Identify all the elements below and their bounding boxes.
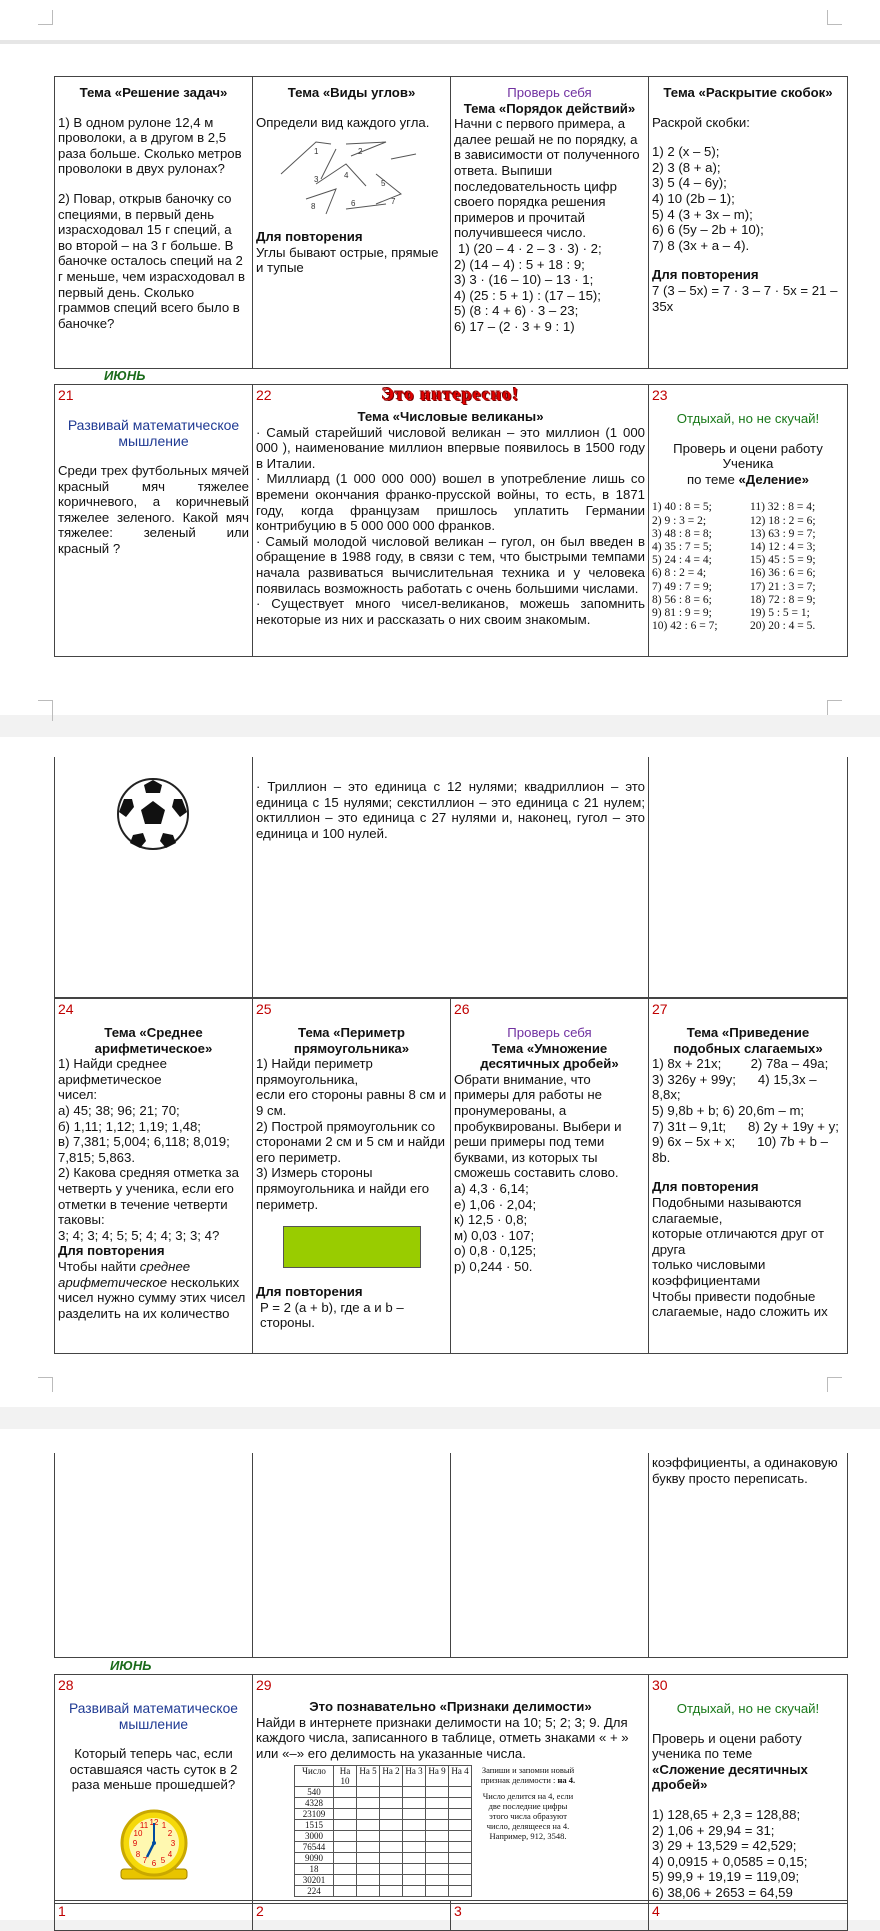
- note-text: Например, 912, 3548.: [489, 1831, 567, 1842]
- note-part: Запиши и запомни новый признак делимости :: [480, 1765, 575, 1786]
- repeat-title: Для повторения: [58, 1243, 165, 1259]
- cell-title: Развивай математическое мышление: [69, 1701, 238, 1732]
- cell-27-continued: [649, 1453, 848, 1657]
- column-header: На 2: [380, 1766, 403, 1787]
- item: 5) (8 : 4 + 6) · 3 – 23;: [454, 303, 579, 319]
- item: 7) 31t – 9,1t; 8) 2y + 19y + y;: [652, 1118, 839, 1134]
- answer-cell[interactable]: [334, 1886, 357, 1897]
- answer-cell[interactable]: [403, 1809, 426, 1820]
- day-number: 30: [652, 1677, 668, 1693]
- answer-cell[interactable]: [449, 1842, 472, 1853]
- item: м) 0,03 · 107;: [454, 1227, 535, 1243]
- item: а) 4,3 · 6,14;: [454, 1180, 529, 1196]
- item: чисел:: [58, 1087, 98, 1103]
- puzzle-text: Среди трех футбольных мячей красный мяч тяжелее коричневого, а коричневый тяжелее зеленого. Какой мяч тяжелее: зеленый или красный ?: [58, 463, 249, 556]
- column-header: На 5: [357, 1766, 380, 1787]
- answer-cell[interactable]: [380, 1820, 403, 1831]
- item: к) 12,5 · 0,8;: [454, 1212, 528, 1228]
- list-item: 9) 81 : 9 = 9;: [652, 607, 712, 619]
- answer-cell[interactable]: [426, 1831, 449, 1842]
- table-body: [295, 1787, 472, 1897]
- repeat-line: только числовыми коэффициентами: [652, 1257, 766, 1288]
- item: 5) 9,8b + b; 6) 20,6m – m;: [652, 1102, 805, 1118]
- svg-text:2: 2: [358, 147, 363, 157]
- item: 1) 2 (x – 5);: [652, 144, 720, 160]
- svg-text:4: 4: [167, 1849, 172, 1859]
- column-header: На 4: [449, 1766, 472, 1787]
- answer-cell[interactable]: [334, 1831, 357, 1842]
- puzzle-text: Который теперь час, если оставшаяся часть суток в 2 раза меньше прошедшей?: [69, 1746, 238, 1793]
- fact-1: · Самый старейший числовой великан – это миллион (1 000 000 ), наименование миллион впервые появилось в 1500 году в Италии.: [256, 424, 645, 471]
- empty-cell: [649, 757, 848, 997]
- answer-cell[interactable]: [426, 1875, 449, 1886]
- answer-cell[interactable]: [380, 1809, 403, 1820]
- item: 2) (14 – 4) : 5 + 18 : 9;: [454, 256, 585, 272]
- answer-cell[interactable]: [357, 1809, 380, 1820]
- table-row: [295, 1831, 472, 1842]
- svg-text:3: 3: [170, 1838, 175, 1848]
- june-grid-row-1: [54, 76, 848, 369]
- cell-29: [253, 1675, 649, 1904]
- month-label: ИЮНЬ: [110, 1658, 152, 1673]
- answer-cell[interactable]: [380, 1864, 403, 1875]
- list-right: [750, 501, 844, 633]
- item: 1) 128,65 + 2,3 = 128,88;: [652, 1806, 801, 1822]
- number-cell: 4328: [295, 1798, 334, 1809]
- answer-cell[interactable]: [403, 1787, 426, 1798]
- item: 4) (25 : 5 + 1) : (17 – 15);: [454, 287, 601, 303]
- repeat-line: Подобными называются слагаемые,: [652, 1194, 802, 1226]
- svg-text:1: 1: [161, 1820, 166, 1830]
- answer-cell[interactable]: [380, 1886, 403, 1897]
- cell-order-ops: [451, 77, 649, 369]
- topic-name: «Деление»: [738, 471, 809, 487]
- number-cell: 9090: [295, 1853, 334, 1864]
- day-number: 28: [58, 1677, 74, 1693]
- june-grid-row-3: [54, 757, 848, 998]
- task-text: Проверь и оцени работу Ученика: [673, 440, 823, 472]
- answer-cell[interactable]: [426, 1886, 449, 1897]
- svg-text:8: 8: [135, 1849, 140, 1859]
- fact-2: · Миллиард (1 000 000 000) вошел в употребление лишь со времени окончания франко-прусской войны, то есть, в 1871 году, когда французам пришлось уплатить Германии контрибуцию в 5 000 000 000 франков.: [256, 471, 645, 534]
- cell-title: Отдыхай, но не скучай!: [676, 411, 820, 426]
- svg-text:12: 12: [149, 1817, 158, 1827]
- repeat-title: Для повторения: [652, 267, 759, 283]
- cell-next-1: [55, 1901, 253, 1931]
- list-item: 2) 9 : 3 = 2;: [652, 514, 707, 527]
- answer-cell[interactable]: [334, 1842, 357, 1853]
- cell-25: [253, 999, 451, 1354]
- empty-cell: [451, 1453, 649, 1657]
- repeat-title: Для повторения: [652, 1179, 759, 1195]
- svg-text:8: 8: [311, 202, 316, 212]
- answer-cell[interactable]: [426, 1798, 449, 1809]
- clock-icon: [115, 1805, 193, 1883]
- problem-1: 1) В одном рулоне 12,4 м проволоки, а в другом в 2,5 раза больше. Сколько метров проволоки в двух рулонах?: [58, 114, 242, 177]
- item: 2) Построй прямоугольник со сторонами 2 см и 5 см и найди его периметр.: [256, 1118, 445, 1165]
- number-cell: 3000: [295, 1831, 334, 1842]
- answer-cell[interactable]: [357, 1787, 380, 1798]
- repeat-title: Для повторения: [256, 1284, 363, 1300]
- item: 6) 17 – (2 · 3 + 9 : 1): [454, 318, 575, 334]
- cell-title: Тема «Виды углов»: [287, 85, 416, 100]
- task-text: Найди в интернете признаки делимости на 10; 5; 2; 3; 9. Для каждого числа, записанного в таблице, отметь знаками « + » или «–» его делимость на указанные числа.: [256, 1714, 629, 1761]
- note-bold: на 4.: [557, 1775, 576, 1786]
- table-row: [295, 1798, 472, 1809]
- cell-title: Отдыхай, но не скучай!: [676, 1701, 820, 1716]
- item: 2) 1,06 + 29,94 = 31;: [652, 1822, 775, 1838]
- list-item: 6) 8 : 2 = 4;: [652, 567, 707, 580]
- answer-cell[interactable]: [334, 1864, 357, 1875]
- cell-next-4: [649, 1901, 848, 1931]
- item: 7) 8 (3x + a – 4).: [652, 237, 750, 253]
- item: 2) Какова средняя отметка за четверть у ученика, если его отметки в течение четверти таковы:: [58, 1165, 239, 1228]
- item: 4) 10 (2b – 1);: [652, 190, 735, 206]
- answer-cell[interactable]: [449, 1886, 472, 1897]
- answer-cell[interactable]: [380, 1842, 403, 1853]
- task-topic: «Сложение десятичных дробей»: [652, 1761, 808, 1793]
- number-cell: 224: [295, 1886, 334, 1897]
- divisibility-block: [294, 1765, 645, 1897]
- list-item: 14) 12 : 4 = 3;: [750, 540, 816, 553]
- angles-figure: [276, 134, 426, 229]
- day-number: 3: [454, 1903, 462, 1919]
- repeat-body: P = 2 (a + b), где a и b – стороны.: [260, 1299, 404, 1331]
- cell-26: [451, 999, 649, 1354]
- answer-cell[interactable]: [357, 1798, 380, 1809]
- answer-cell[interactable]: [380, 1798, 403, 1809]
- cell-title: Тема «Решение задач»: [79, 85, 228, 100]
- task-text: Обрати внимание, что примеры для работы не пронумерованы, а пробуквированы. Выбери и реши примеры под теми буквами, из которых ты сможешь составить слово.: [454, 1071, 622, 1181]
- june-grid-row-5: [54, 1453, 848, 1658]
- note-text: Число делится на 4, если две последние цифры этого числа образуют число, делящееся на 4.: [482, 1791, 574, 1832]
- empty-cell: [55, 1453, 253, 1657]
- number-cell: 18: [295, 1864, 334, 1875]
- table-row: [295, 1875, 472, 1886]
- answer-cell[interactable]: [449, 1798, 472, 1809]
- list-item: 18) 72 : 8 = 9;: [750, 593, 816, 606]
- division-check-list: [652, 501, 844, 633]
- cell-28: [55, 1675, 253, 1904]
- number-cell: 30201: [295, 1875, 334, 1886]
- list-item: 12) 18 : 2 = 6;: [750, 514, 816, 527]
- svg-text:10: 10: [133, 1828, 142, 1838]
- svg-text:5: 5: [381, 179, 386, 189]
- cell-task-problems: [55, 77, 253, 369]
- answer-cell[interactable]: [426, 1820, 449, 1831]
- cell-title: Развивай математическое мышление: [67, 417, 240, 449]
- cell-angle-types: [253, 77, 451, 369]
- answer-cell[interactable]: [449, 1820, 472, 1831]
- note-text: [480, 1765, 576, 1785]
- day-number: 24: [58, 1001, 74, 1017]
- answer-cell[interactable]: [449, 1831, 472, 1842]
- svg-text:3: 3: [314, 175, 319, 185]
- list-item: 17) 21 : 3 = 7;: [750, 580, 816, 593]
- item: 3) 5 (4 – 6y);: [652, 175, 727, 191]
- repeat-line: Чтобы привести подобные слагаемые, надо сложить их: [652, 1288, 828, 1320]
- svg-text:5: 5: [160, 1855, 165, 1865]
- cell-title: Тема «Порядок действий»: [463, 100, 636, 116]
- answer-cell[interactable]: [426, 1787, 449, 1798]
- answer-cell[interactable]: [403, 1842, 426, 1853]
- item: 4) 0,0915 + 0,0585 = 0,15;: [652, 1853, 808, 1869]
- item: 3) 3 · (16 – 10) – 13 · 1;: [454, 272, 594, 288]
- list-item: 19) 5 : 5 = 1;: [750, 607, 810, 619]
- cell-22-continued: [253, 757, 649, 997]
- item: 5) 99,9 + 19,19 = 119,09;: [652, 1869, 800, 1885]
- answer-cell[interactable]: [426, 1853, 449, 1864]
- interesting-banner: Это интересно!: [381, 384, 520, 404]
- svg-text:2: 2: [167, 1828, 172, 1838]
- divisibility-table: [294, 1765, 472, 1897]
- cell-title: Это познавательно «Признаки делимости»: [309, 1699, 592, 1714]
- task-text: Начни с первого примера, а далее решай не по порядку, а в зависимости от полученного ответа. Выпиши последовательность цифр своего порядка решения примеров и прочитай получившееся число.: [454, 116, 640, 241]
- day-number: 1: [58, 1903, 66, 1919]
- svg-text:4: 4: [344, 171, 349, 181]
- table-row: [295, 1853, 472, 1864]
- answer-cell[interactable]: [426, 1842, 449, 1853]
- task-topic: [652, 472, 844, 488]
- answer-cell[interactable]: [403, 1853, 426, 1864]
- cell-24: [55, 999, 253, 1354]
- repeat-line: коэффициенты, а одинаковую букву просто переписать.: [652, 1455, 838, 1486]
- list-item: 5) 24 : 4 = 4;: [652, 554, 712, 567]
- svg-text:1: 1: [314, 147, 319, 157]
- month-label: ИЮНЬ: [104, 368, 146, 383]
- cell-22: [253, 385, 649, 657]
- number-cell: 23109: [295, 1809, 334, 1820]
- rule-note: [480, 1765, 576, 1897]
- repeat-term: среднее арифметическое: [58, 1258, 191, 1290]
- table-row: [295, 1886, 472, 1897]
- repeat-part: нескольких чисел нужно сумму этих чисел разделить на их количество: [58, 1274, 246, 1321]
- list-item: 13) 63 : 9 = 7;: [750, 527, 816, 540]
- answer-cell[interactable]: [334, 1787, 357, 1798]
- answer-cell[interactable]: [449, 1809, 472, 1820]
- answer-cell[interactable]: [357, 1853, 380, 1864]
- cell-brackets: [649, 77, 848, 369]
- green-rectangle: [283, 1226, 421, 1268]
- answer-cell[interactable]: [357, 1820, 380, 1831]
- cell-title: Тема «Приведение подобных слагаемых»: [673, 1025, 823, 1056]
- table-row: [295, 1864, 472, 1875]
- item: 3; 4; 3; 4; 5; 5; 4; 4; 3; 3; 4?: [58, 1227, 220, 1243]
- item: р) 0,244 · 50.: [454, 1258, 533, 1274]
- answer-cell[interactable]: [357, 1886, 380, 1897]
- table-row: [295, 1809, 472, 1820]
- answer-cell[interactable]: [380, 1853, 403, 1864]
- task-text: Определи вид каждого угла.: [256, 114, 430, 130]
- day-number: 23: [652, 387, 668, 403]
- answer-cell[interactable]: [403, 1798, 426, 1809]
- item: если его стороны равны 8 см и 9 см.: [256, 1087, 447, 1118]
- soccer-ball-icon: [116, 777, 190, 851]
- column-header: На 9: [426, 1766, 449, 1787]
- item: 1) Найди периметр прямоугольника,: [256, 1056, 373, 1087]
- item: е) 1,06 · 2,04;: [454, 1196, 537, 1212]
- table-row: [295, 1842, 472, 1853]
- table-header-row: [295, 1766, 472, 1787]
- item: 1) (20 – 4 · 2 – 3 · 3) · 2;: [458, 240, 602, 256]
- column-header: На 3: [403, 1766, 426, 1787]
- answer-cell[interactable]: [449, 1875, 472, 1886]
- answer-cell[interactable]: [449, 1787, 472, 1798]
- repeat-body: Углы бывают острые, прямые и тупые: [256, 244, 439, 276]
- repeat-title: Для повторения: [256, 229, 363, 245]
- cell-next-3: [451, 1901, 649, 1931]
- number-cell: 540: [295, 1787, 334, 1798]
- topic-prefix: по теме: [687, 471, 735, 487]
- answer-cell[interactable]: [380, 1831, 403, 1842]
- answer-cell[interactable]: [357, 1875, 380, 1886]
- answer-cell[interactable]: [403, 1831, 426, 1842]
- list-item: 1) 40 : 8 = 5;: [652, 501, 712, 514]
- answer-cell[interactable]: [334, 1820, 357, 1831]
- svg-text:7: 7: [142, 1855, 147, 1865]
- list-left: [652, 501, 746, 633]
- item: 5) 4 (3 + 3x – m);: [652, 206, 753, 222]
- check-yourself-label: Проверь себя: [507, 85, 592, 100]
- answer-cell[interactable]: [357, 1864, 380, 1875]
- item: 3) 29 + 13,529 = 42,529;: [652, 1838, 797, 1854]
- item: 3) 326y + 99y; 4) 15,3x – 8,8x;: [652, 1071, 821, 1103]
- day-number: 2: [256, 1903, 264, 1919]
- day-number: 22: [256, 387, 272, 403]
- empty-cell: [253, 1453, 451, 1657]
- day-number: 27: [652, 1001, 668, 1017]
- july-grid-row-1: [54, 1900, 848, 1931]
- item: о) 0,8 · 0,125;: [454, 1243, 537, 1259]
- cell-title: Тема «Числовые великаны»: [357, 409, 544, 424]
- answer-cell[interactable]: [334, 1798, 357, 1809]
- column-header: На 10: [334, 1766, 357, 1787]
- item: 2) 3 (8 + a);: [652, 159, 721, 175]
- repeat-body: [58, 1259, 249, 1321]
- list-item: 3) 48 : 8 = 8;: [652, 527, 712, 540]
- item: 1) 8x + 21x; 2) 78a – 49a;: [652, 1056, 829, 1072]
- cell-next-2: [253, 1901, 451, 1931]
- number-cell: 76544: [295, 1842, 334, 1853]
- repeat-body: 7 (3 – 5x) = 7 · 3 – 7 · 5x = 21 – 35x: [652, 282, 838, 314]
- list-item: 20) 20 : 4 = 5.: [750, 620, 816, 633]
- repeat-part: Чтобы найти: [58, 1258, 137, 1274]
- repeat-line: которые отличаются друг от друга: [652, 1226, 824, 1257]
- item: в) 7,381; 5,004; 6,118; 8,019; 7,815; 5,863.: [58, 1134, 230, 1165]
- cell-23: [649, 385, 848, 657]
- svg-text:7: 7: [391, 197, 396, 207]
- answer-cell[interactable]: [357, 1831, 380, 1842]
- cell-30: [649, 1675, 848, 1904]
- list-item: 8) 56 : 8 = 6;: [652, 593, 712, 606]
- item: 1) Найди среднее арифметическое: [58, 1056, 167, 1087]
- answer-cell[interactable]: [449, 1853, 472, 1864]
- day-number: 4: [652, 1903, 660, 1919]
- answer-cell[interactable]: [403, 1875, 426, 1886]
- list-item: 4) 35 : 7 = 5;: [652, 540, 712, 553]
- list-item: 15) 45 : 5 = 9;: [750, 554, 816, 567]
- answer-cell[interactable]: [426, 1809, 449, 1820]
- problem-2: 2) Повар, открыв баночку со специями, в первый день израсходовал 15 г специй, а во второй – на 3 г больше. В баночке осталось специй на 2 г меньше, чем израсходовал в первый день. Сколько граммов специй всего было в баночке?: [58, 190, 245, 331]
- answer-cell[interactable]: [334, 1875, 357, 1886]
- answer-cell[interactable]: [334, 1853, 357, 1864]
- answer-cell[interactable]: [334, 1809, 357, 1820]
- answer-cell[interactable]: [403, 1820, 426, 1831]
- task-text: Проверь и оцени работу ученика по теме: [652, 1730, 802, 1762]
- cell-title: Тема «Умножение десятичных дробей»: [480, 1040, 619, 1072]
- task-text: Раскрой скобки:: [652, 114, 750, 130]
- answer-cell[interactable]: [426, 1864, 449, 1875]
- item: 6) 38,06 + 2653 = 64,59: [652, 1884, 793, 1900]
- item: 3) Измерь стороны прямоугольника и найди его периметр.: [256, 1165, 430, 1212]
- list-item: 16) 36 : 6 = 6;: [750, 567, 816, 580]
- cell-title: Тема «Периметр прямоугольника»: [293, 1025, 410, 1056]
- item: а) 45; 38; 96; 21; 70;: [58, 1102, 180, 1118]
- list-item: 10) 42 : 6 = 7;: [652, 620, 718, 633]
- svg-text:6: 6: [351, 199, 356, 209]
- june-grid-row-4: [54, 998, 848, 1354]
- item: 9) 6x – 5x + x; 10) 7b + b – 8b.: [652, 1134, 832, 1165]
- item: 6) 6 (5y – 2b + 10);: [652, 222, 764, 238]
- check-yourself-label: Проверь себя: [507, 1025, 592, 1040]
- fact-4: · Существует много чисел-великанов, можешь запомнить некоторые из них и рассказать о них своим знакомым.: [256, 596, 645, 627]
- cell-27: [649, 999, 848, 1354]
- cell-21: [55, 385, 253, 657]
- list-item: 11) 32 : 8 = 4;: [750, 501, 816, 514]
- fact-5: · Триллион – это единица с 12 нулями; квадриллион – это единица с 15 нулями; секстиллион – это единица с 21 нулем; октиллион – это единица с 27 нулями и, наконец, гугол – это единица и 100 нулей.: [256, 779, 645, 841]
- list-item: 7) 49 : 7 = 9;: [652, 580, 712, 593]
- answer-cell[interactable]: [449, 1864, 472, 1875]
- answer-cell[interactable]: [357, 1842, 380, 1853]
- june-grid-row-2: [54, 384, 848, 657]
- svg-text:6: 6: [151, 1858, 156, 1868]
- answer-cell[interactable]: [380, 1875, 403, 1886]
- day-number: 21: [58, 387, 74, 403]
- day-number: 29: [256, 1677, 272, 1693]
- table-row: [295, 1820, 472, 1831]
- table-row: [295, 1787, 472, 1798]
- item: б) 1,11; 1,12; 1,19; 1,48;: [58, 1118, 201, 1134]
- answer-cell[interactable]: [403, 1864, 426, 1875]
- june-grid-row-6: [54, 1674, 848, 1904]
- day-number: 25: [256, 1001, 272, 1017]
- day-number: 26: [454, 1001, 470, 1017]
- answer-cell[interactable]: [403, 1886, 426, 1897]
- fact-3: · Самый молодой числовой великан – гугол, он был введен в обращение в 1988 году, в связи с тем, что быстрыми темпами начала развиваться вычислительная техника и у человека появилась возможность работать с очень большими числами.: [256, 533, 645, 596]
- svg-text:11: 11: [139, 1820, 148, 1830]
- column-header: Число: [295, 1766, 334, 1787]
- cell-title: Тема «Раскрытие скобок»: [663, 85, 833, 100]
- number-cell: 1515: [295, 1820, 334, 1831]
- cell-title: Тема «Среднее арифметическое»: [94, 1025, 213, 1056]
- ball-cell: [55, 757, 253, 997]
- svg-text:9: 9: [132, 1838, 137, 1848]
- answer-cell[interactable]: [380, 1787, 403, 1798]
